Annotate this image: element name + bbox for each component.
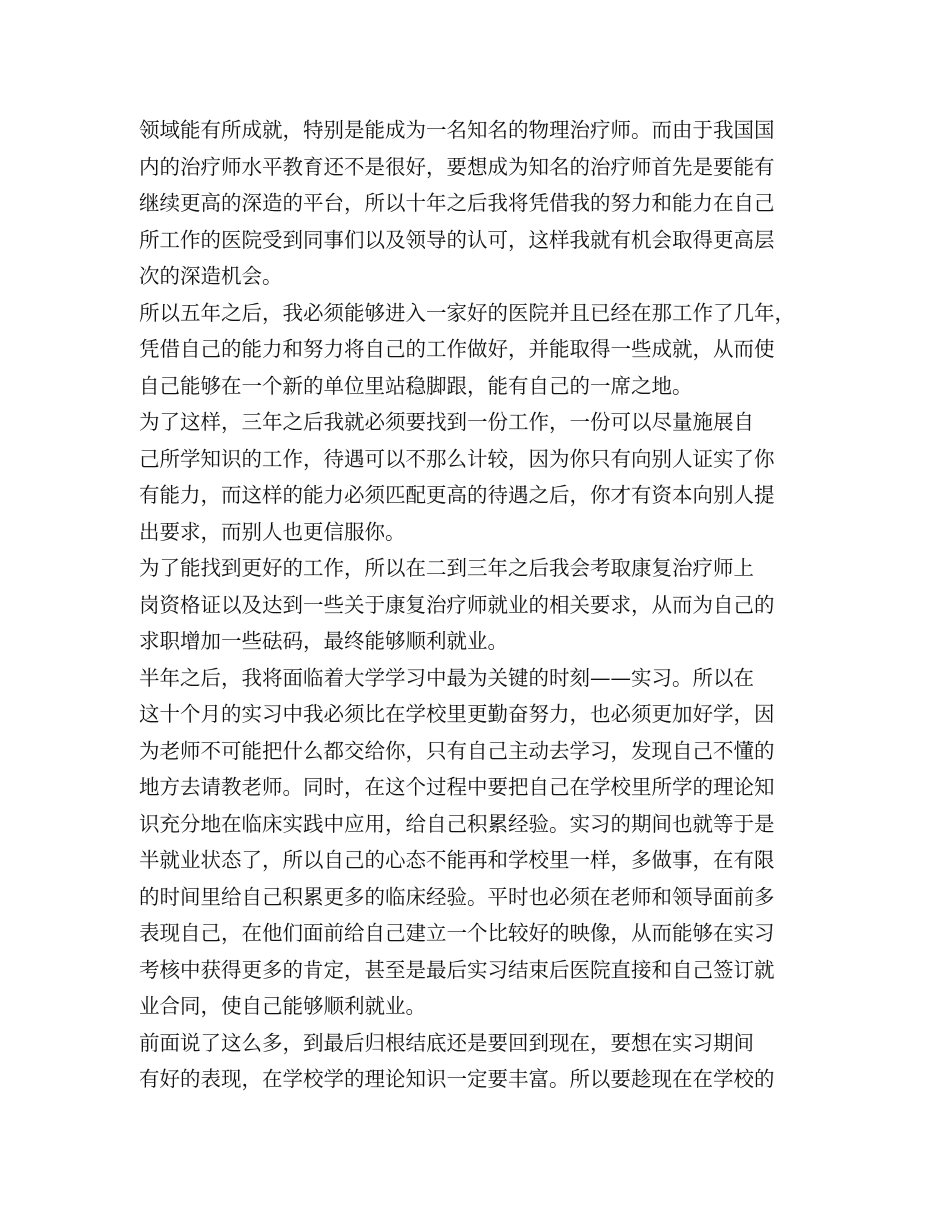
text-line: 为老师不可能把什么都交给你，只有自己主动去学习，发现自己不懂的 — [139, 738, 775, 763]
text-line: 继续更高的深造的平台，所以十年之后我将凭借我的努力和能力在自己 — [139, 191, 775, 215]
text-line: 内的治疗师水平教育还不是很好，要想成为知名的治疗师首先是要能有 — [139, 154, 775, 179]
text-line: 己所学知识的工作，待遇可以不那么计较，因为你只有向别人证实了你 — [139, 446, 775, 471]
text-line: 求职增加一些砝码，最终能够顺利就业。 — [139, 629, 508, 653]
text-line: 所工作的医院受到同事们以及领导的认可，这样我就有机会取得更高层 — [139, 227, 775, 252]
text-line: 半就业状态了，所以自己的心态不能再和学校里一样，多做事，在有限 — [139, 848, 775, 872]
text-line: 所以五年之后，我必须能够进入一家好的医院并且已经在那工作了几年， — [139, 300, 795, 325]
text-line: 岗资格证以及达到一些关于康复治疗师就业的相关要求，从而为自己的 — [139, 592, 775, 617]
text-line: 有好的表现，在学校学的理论知识一定要丰富。所以要趁现在在学校的 — [139, 1067, 775, 1091]
text-line: 考核中获得更多的肯定，甚至是最后实习结束后医院直接和自己签订就 — [139, 957, 775, 982]
text-line: 有能力，而这样的能力必须匹配更高的待遇之后，你才有资本向别人提 — [139, 483, 775, 507]
text-line: 次的深造机会。 — [139, 264, 283, 288]
text-line: 出要求，而别人也更信服你。 — [139, 519, 406, 544]
text-line: 前面说了这么多，到最后归根结底还是要回到现在，要想在实习期间 — [139, 1030, 754, 1055]
text-line: 为了能找到更好的工作，所以在二到三年之后我会考取康复治疗师上 — [139, 556, 754, 580]
text-line: 这十个月的实习中我必须比在学校里更勤奋努力，也必须更加好学，因 — [139, 702, 775, 726]
text-line: 业合同，使自己能够顺利就业。 — [139, 994, 426, 1018]
text-line: 表现自己，在他们面前给自己建立一个比较好的映像，从而能够在实习 — [139, 921, 775, 945]
text-line: 地方去请教老师。同时，在这个过程中要把自己在学校里所学的理论知 — [139, 775, 775, 799]
text-line: 为了这样，三年之后我就必须要找到一份工作，一份可以尽量施展自 — [139, 410, 754, 434]
text-line: 的时间里给自己积累更多的临床经验。平时也必须在老师和领导面前多 — [139, 884, 775, 909]
text-line: 凭借自己的能力和努力将自己的工作做好，并能取得一些成就，从而使 — [139, 337, 775, 361]
document-body — [139, 112, 829, 1098]
text-line: 自己能够在一个新的单位里站稳脚跟，能有自己的一席之地。 — [139, 373, 693, 398]
text-line: 识充分地在临床实践中应用，给自己积累经验。实习的期间也就等于是 — [139, 811, 775, 836]
text-line: 领域能有所成就，特别是能成为一名知名的物理治疗师。而由于我国国 — [139, 118, 775, 142]
text-line: 半年之后，我将面临着大学学习中最为关键的时刻——实习。所以在 — [139, 665, 754, 690]
